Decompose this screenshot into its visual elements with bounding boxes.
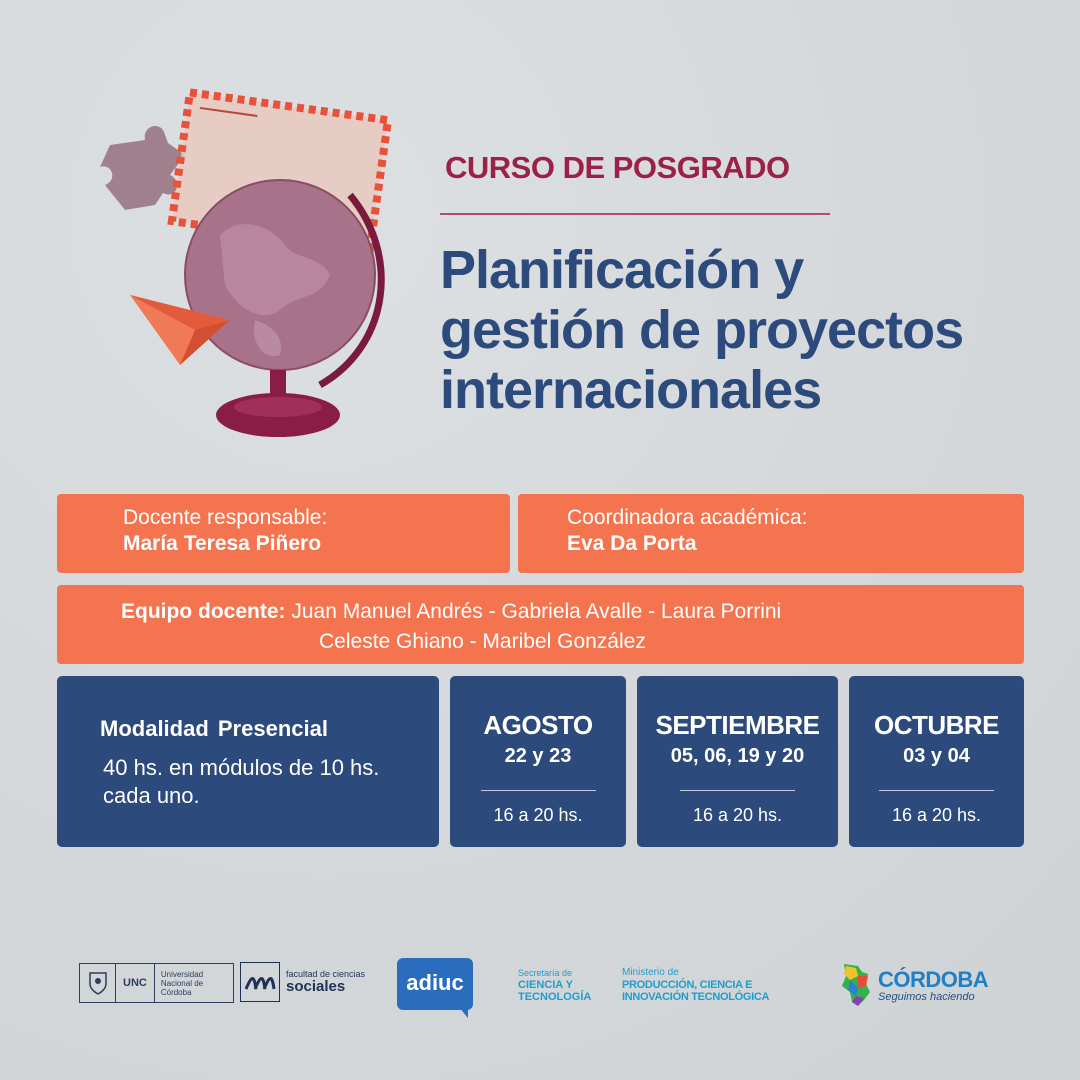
min-line1: Ministerio de (622, 967, 679, 978)
cordoba-tagline: Seguimos haciendo (878, 991, 975, 1003)
modalidad-description: 40 hs. en módulos de 10 hs. cada uno. (103, 755, 380, 808)
docente-box (57, 494, 510, 573)
fcs-logo (240, 962, 365, 1002)
min-line3: INNOVACIÓN TECNOLÓGICA (622, 991, 770, 1003)
date-divider (680, 790, 795, 791)
cordoba-logo (838, 962, 988, 1008)
unc-logo (79, 963, 234, 1003)
sec-line3: TECNOLOGÍA (518, 991, 592, 1003)
date-month: AGOSTO (483, 710, 593, 740)
equipo-names-line1: Juan Manuel Andrés - Gabriela Avalle - Laura Porrini (291, 600, 782, 623)
course-kicker: CURSO DE POSGRADO (445, 150, 790, 185)
docente-name: María Teresa Piñero (123, 532, 322, 555)
cordoba-word: CÓRDOBA (878, 967, 989, 992)
unc-abbr: UNC (116, 964, 155, 1002)
globe-illustration (70, 85, 410, 465)
date-box-agosto (450, 676, 626, 847)
date-month: OCTUBRE (873, 710, 1000, 740)
adiuc-bubble-tail (458, 1006, 468, 1018)
date-hours: 16 a 20 hs. (692, 805, 783, 825)
fcs-line2: sociales (286, 978, 346, 995)
min-line2: PRODUCCIÓN, CIENCIA E (622, 979, 753, 991)
unc-crest-icon (80, 964, 116, 1002)
equipo-label: Equipo docente: (121, 600, 286, 623)
date-hours: 16 a 20 hs. (493, 805, 583, 825)
fcs-mark-icon (240, 962, 280, 1002)
date-divider (879, 790, 994, 791)
sec-line2: CIENCIA Y (518, 979, 574, 991)
equipo-box (57, 585, 1024, 664)
title-line: gestión de proyectos (440, 300, 964, 360)
date-hours: 16 a 20 hs. (891, 805, 982, 825)
title-line: Planificación y (440, 240, 804, 300)
modalidad-title: Modalidad Presencial (100, 716, 328, 741)
date-divider (481, 790, 596, 791)
title-line: internacionales (440, 360, 822, 420)
coordinadora-label: Coordinadora académica: (567, 506, 808, 529)
coordinadora-name: Eva Da Porta (567, 532, 697, 555)
date-days: 03 y 04 (903, 745, 970, 767)
ministerio-logo (622, 967, 769, 1003)
date-box-octubre (849, 676, 1024, 847)
modalidad-box (57, 676, 439, 847)
date-days: 05, 06, 19 y 20 (670, 745, 805, 767)
coordinadora-box (518, 494, 1024, 573)
fcs-line1: facultad de ciencias (286, 969, 366, 979)
date-days: 22 y 23 (504, 745, 572, 767)
secretaria-logo (518, 967, 591, 1003)
adiuc-logo: adiuc (397, 958, 473, 1010)
date-month: SEPTIEMBRE (655, 710, 820, 740)
equipo-names-line2: Celeste Ghiano - Maribel González (319, 630, 646, 653)
sec-line1: Secretaría de (518, 968, 573, 978)
unc-full-name: Universidad Nacional de Córdoba (160, 969, 204, 997)
kicker-divider (440, 213, 830, 215)
cordoba-map-icon (838, 962, 872, 1008)
date-box-septiembre (637, 676, 838, 847)
course-title (440, 240, 1040, 420)
docente-label: Docente responsable: (123, 506, 328, 529)
